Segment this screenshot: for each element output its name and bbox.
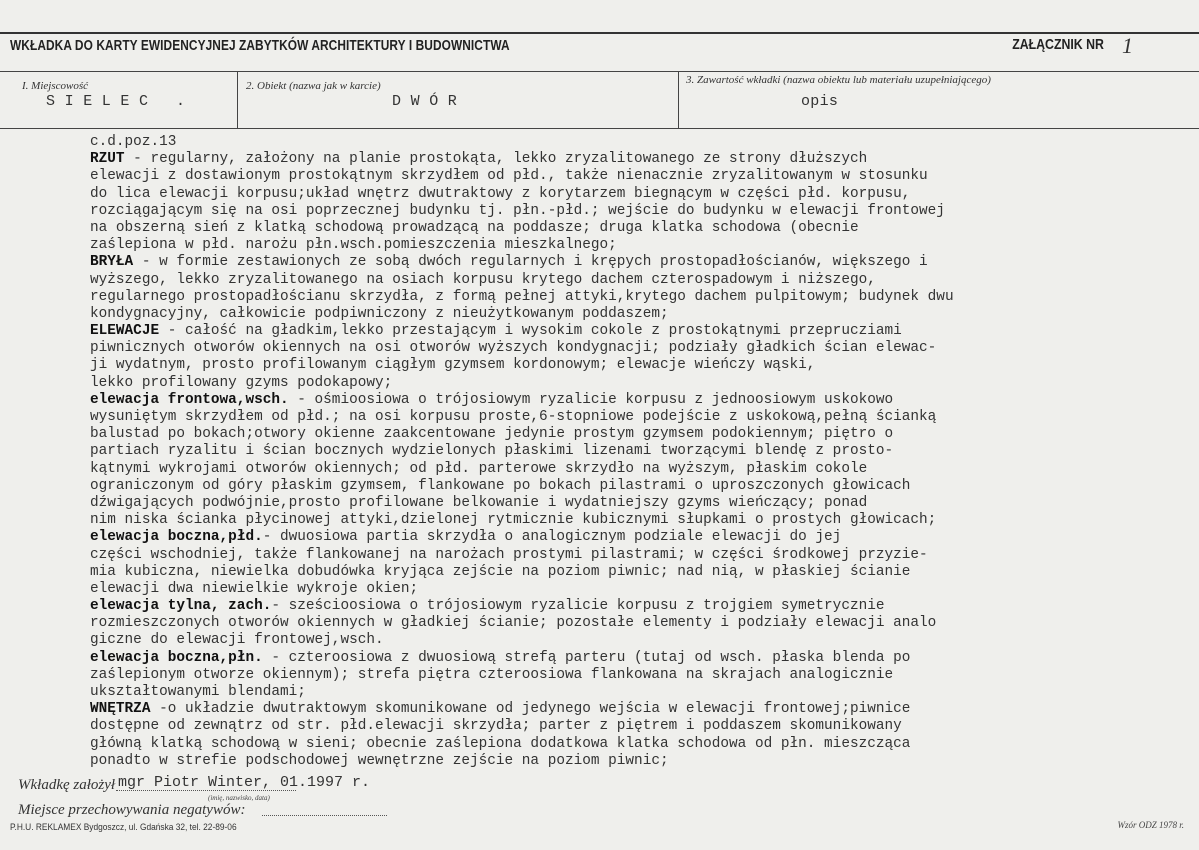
author-label: Wkładkę założył [18, 777, 116, 793]
line-text: regularnego prostopadłościanu skrzydła, z formą pełnej attyki,krytego dachem pulpitowym; budynek dwu [90, 288, 954, 305]
place-dot: . [176, 93, 186, 110]
description-text [90, 134, 1180, 770]
text-line [90, 718, 1180, 735]
text-line [90, 340, 1180, 357]
text-line [90, 529, 1180, 546]
line-text: c.d.poz.13 [90, 134, 177, 150]
text-line [90, 426, 1180, 443]
line-text: mia kubiczna, niewielka dobudówka kryjąca zejście na poziom piwnic; nad nią, w płaskiej ścianie [90, 563, 911, 580]
line-text: wyższego, lekko zryzalitowanego na osiach korpusu krytego dachem czterospadowym i niższego, [90, 271, 876, 288]
line-text: - całość na gładkim,lekko przestającym i wysokim cokole z prostokątnymi przeprucziami [159, 323, 902, 340]
line-text: - ośmioosiowa o trójosiowym ryzalicie korpusu z jednoosiowym uskokowo [288, 391, 894, 408]
negatives-dotted-line [262, 815, 387, 816]
line-text: ukształtowanymi blendami; [90, 684, 306, 700]
section-heading: RZUT [90, 151, 125, 168]
line-text: do lica elewacji korpusu;układ wnętrz dwutraktowy z korytarzem biegnącym w części płd. korpusu, [90, 185, 911, 202]
fields-top-rule [0, 71, 1199, 72]
line-text: ponadto w strefie podschodowej wewnętrzne zejście na poziom piwnic; [90, 752, 669, 769]
field-divider-1 [237, 71, 238, 128]
place-value: S I E L E C [46, 93, 149, 110]
text-line [90, 512, 1180, 529]
text-line [90, 323, 1180, 340]
line-text: rozmieszczonych otworów okiennych w gładkiej ścianie; pozostałe elementy i podziały elewacji analo [90, 615, 937, 632]
line-text: ograniczonym od góry płaskim gzymsem, flankowane po bokach pilastrami o uproszczonych głowicach [90, 477, 911, 494]
text-line [90, 753, 1180, 770]
content-label: 3. Zawartość wkładki (nazwa obiektu lub materiału uzupełniającego) [686, 74, 991, 86]
line-text: główną klatką schodową w sieni; obecnie zaślepiona dodatkowa klatka schodowa od płn. mieszcząca [90, 735, 911, 752]
line-text: - czteroosiowa z dwuosiową strefą parteru (tutaj od wsch. płaska blenda po [262, 649, 911, 666]
text-line [90, 701, 1180, 718]
text-line [90, 615, 1180, 632]
content-value: opis [801, 93, 839, 110]
text-line [90, 650, 1180, 667]
line-text: zaślepiona w płd. narożu płn.wsch.pomieszczenia mieszkalnego; [90, 237, 617, 254]
author-dotted-line [116, 790, 296, 791]
text-line [90, 220, 1180, 237]
text-line [90, 443, 1180, 460]
pattern-note: Wzór ODZ 1978 r. [1117, 820, 1184, 830]
line-text: -o układzie dwutraktowym skomunikowane od jedynego wejścia w elewacji frontowej;piwnice [150, 701, 911, 718]
annex-label: ZAŁĄCZNIK NR [1012, 37, 1104, 53]
text-line [90, 392, 1180, 409]
line-text: balustad po bokach;otwory okienne zaakcentowane jedynie prostym gzymsem podokiennym; piętro o [90, 426, 894, 443]
line-text: - w formie zestawionych ze sobą dwóch regularnych i krępych prostopadłościanów, większego i [133, 254, 928, 271]
text-line [90, 547, 1180, 564]
line-text: na obszerną sień z klatką schodową prowadzącą na poddasze; druga klatka schodowa (obecnie [90, 219, 859, 236]
section-heading: ELEWACJE [90, 323, 160, 340]
text-line [90, 151, 1180, 168]
section-heading: WNĘTRZA [90, 701, 151, 718]
text-line [90, 357, 1180, 374]
text-line [90, 461, 1180, 478]
top-rule [0, 32, 1199, 34]
text-line [90, 254, 1180, 271]
printer-imprint: P.H.U. REKLAMEX Bydgoszcz, ul. Gdańska 32, tel. 22-89-06 [10, 822, 237, 833]
text-line [90, 186, 1180, 203]
line-text: partiach ryzalitu i ścian bocznych wydzielonych płaskimi lizenami tworzącymi blendę z prosto- [90, 443, 894, 460]
section-heading: elewacja boczna,płn. [90, 649, 263, 666]
line-text: giczne do elewacji frontowej,wsch. [90, 632, 384, 649]
annex-number: 1 [1122, 33, 1133, 58]
line-text: kondygnacyjny, całkowicie podpiwniczony z nieużytkowanym poddaszem; [90, 305, 669, 322]
text-line [90, 409, 1180, 426]
place-label: I. Miejscowość [22, 80, 88, 92]
text-line [90, 564, 1180, 581]
text-line [90, 134, 1180, 151]
form-title: WKŁADKA DO KARTY EWIDENCYJNEJ ZABYTKÓW ARCHITEKTURY I BUDOWNICTWA [10, 38, 510, 54]
section-heading: elewacja tylna, zach. [90, 598, 272, 615]
negatives-label: Miejsce przechowywania negatywów: [18, 802, 246, 818]
section-heading: elewacja frontowa,wsch. [90, 391, 289, 408]
text-line [90, 272, 1180, 289]
line-text: dźwigających podwójnie,prosto profilowane belkowanie i wydatniejszy gzyms wieńczący; ponad [90, 494, 868, 511]
text-line [90, 168, 1180, 185]
line-text: - dwuosiowa partia skrzydła o analogicznym podziale elewacji do jej [262, 529, 842, 546]
text-line [90, 478, 1180, 495]
text-line [90, 598, 1180, 615]
text-line [90, 203, 1180, 220]
line-text: - regularny, założony na planie prostokąta, lekko zryzalitowanego ze strony dłuższych [124, 151, 868, 168]
fields-bottom-rule [0, 128, 1199, 129]
text-line [90, 237, 1180, 254]
line-text: ji wydatnym, prosto profilowanym ciągłym gzymsem kordonowym; elewacje wieńczy wąski, [90, 357, 816, 374]
line-text: nim niska ścianka płycinowej attyki,dzielonej rytmicznie kubicznymi słupkami o prostych głowicach; [90, 512, 937, 529]
text-line [90, 667, 1180, 684]
text-line [90, 495, 1180, 512]
field-divider-2 [678, 71, 679, 128]
line-text: dostępne od zewnątrz od str. płd.elewacji skrzydła; parter z piętrem i poddaszem skomunikowany [90, 718, 902, 735]
object-label: 2. Obiekt (nazwa jak w karcie) [246, 80, 381, 92]
line-text: zaślepionym otworze okiennym); strefa piętra czteroosiowa flankowana na skrajach analogicznie [90, 666, 894, 683]
text-line [90, 632, 1180, 649]
text-line [90, 581, 1180, 598]
author-value: mgr Piotr Winter, 01.1997 r. [118, 774, 371, 791]
text-line [90, 736, 1180, 753]
object-value: D W Ó R [392, 93, 458, 110]
line-text: - sześcioosiowa o trójosiowym ryzalicie korpusu z trojgiem symetrycznie [271, 598, 885, 615]
line-text: kątnymi wykrojami otworów okiennych; od płd. parterowe skrzydło na wyższym, płaskim cokole [90, 460, 868, 477]
author-hint: (imię, nazwisko, data) [208, 794, 270, 802]
text-line [90, 306, 1180, 323]
text-line [90, 289, 1180, 306]
line-text: lekko profilowany gzyms podokapowy; [90, 374, 393, 391]
section-heading: BRYŁA [90, 254, 134, 271]
line-text: piwnicznych otworów okiennych na osi otworów wyższych kondygnacji; podziały gładkich ścian elewac- [90, 340, 937, 357]
line-text: rozciągającym się na osi poprzecznej budynku tj. płn.-płd.; wejście do budynku w elewacji frontowej [90, 202, 945, 219]
line-text: elewacji dwa niewielkie wykroje okien; [90, 580, 419, 597]
line-text: części wschodniej, także flankowanej na narożach prostymi pilastrami; w części środkowej przyzie- [90, 546, 928, 563]
line-text: elewacji z dostawionym prostokątnym skrzydłem od płd., także nienacznie zryzalitowanym w stosunku [90, 168, 928, 185]
text-line [90, 684, 1180, 701]
section-heading: elewacja boczna,płd. [90, 529, 263, 546]
line-text: wysuniętym skrzydłem od płd.; na osi korpusu proste,6-stopniowe podejście z uskokową,pełną ścianką [90, 409, 937, 425]
text-line [90, 375, 1180, 392]
